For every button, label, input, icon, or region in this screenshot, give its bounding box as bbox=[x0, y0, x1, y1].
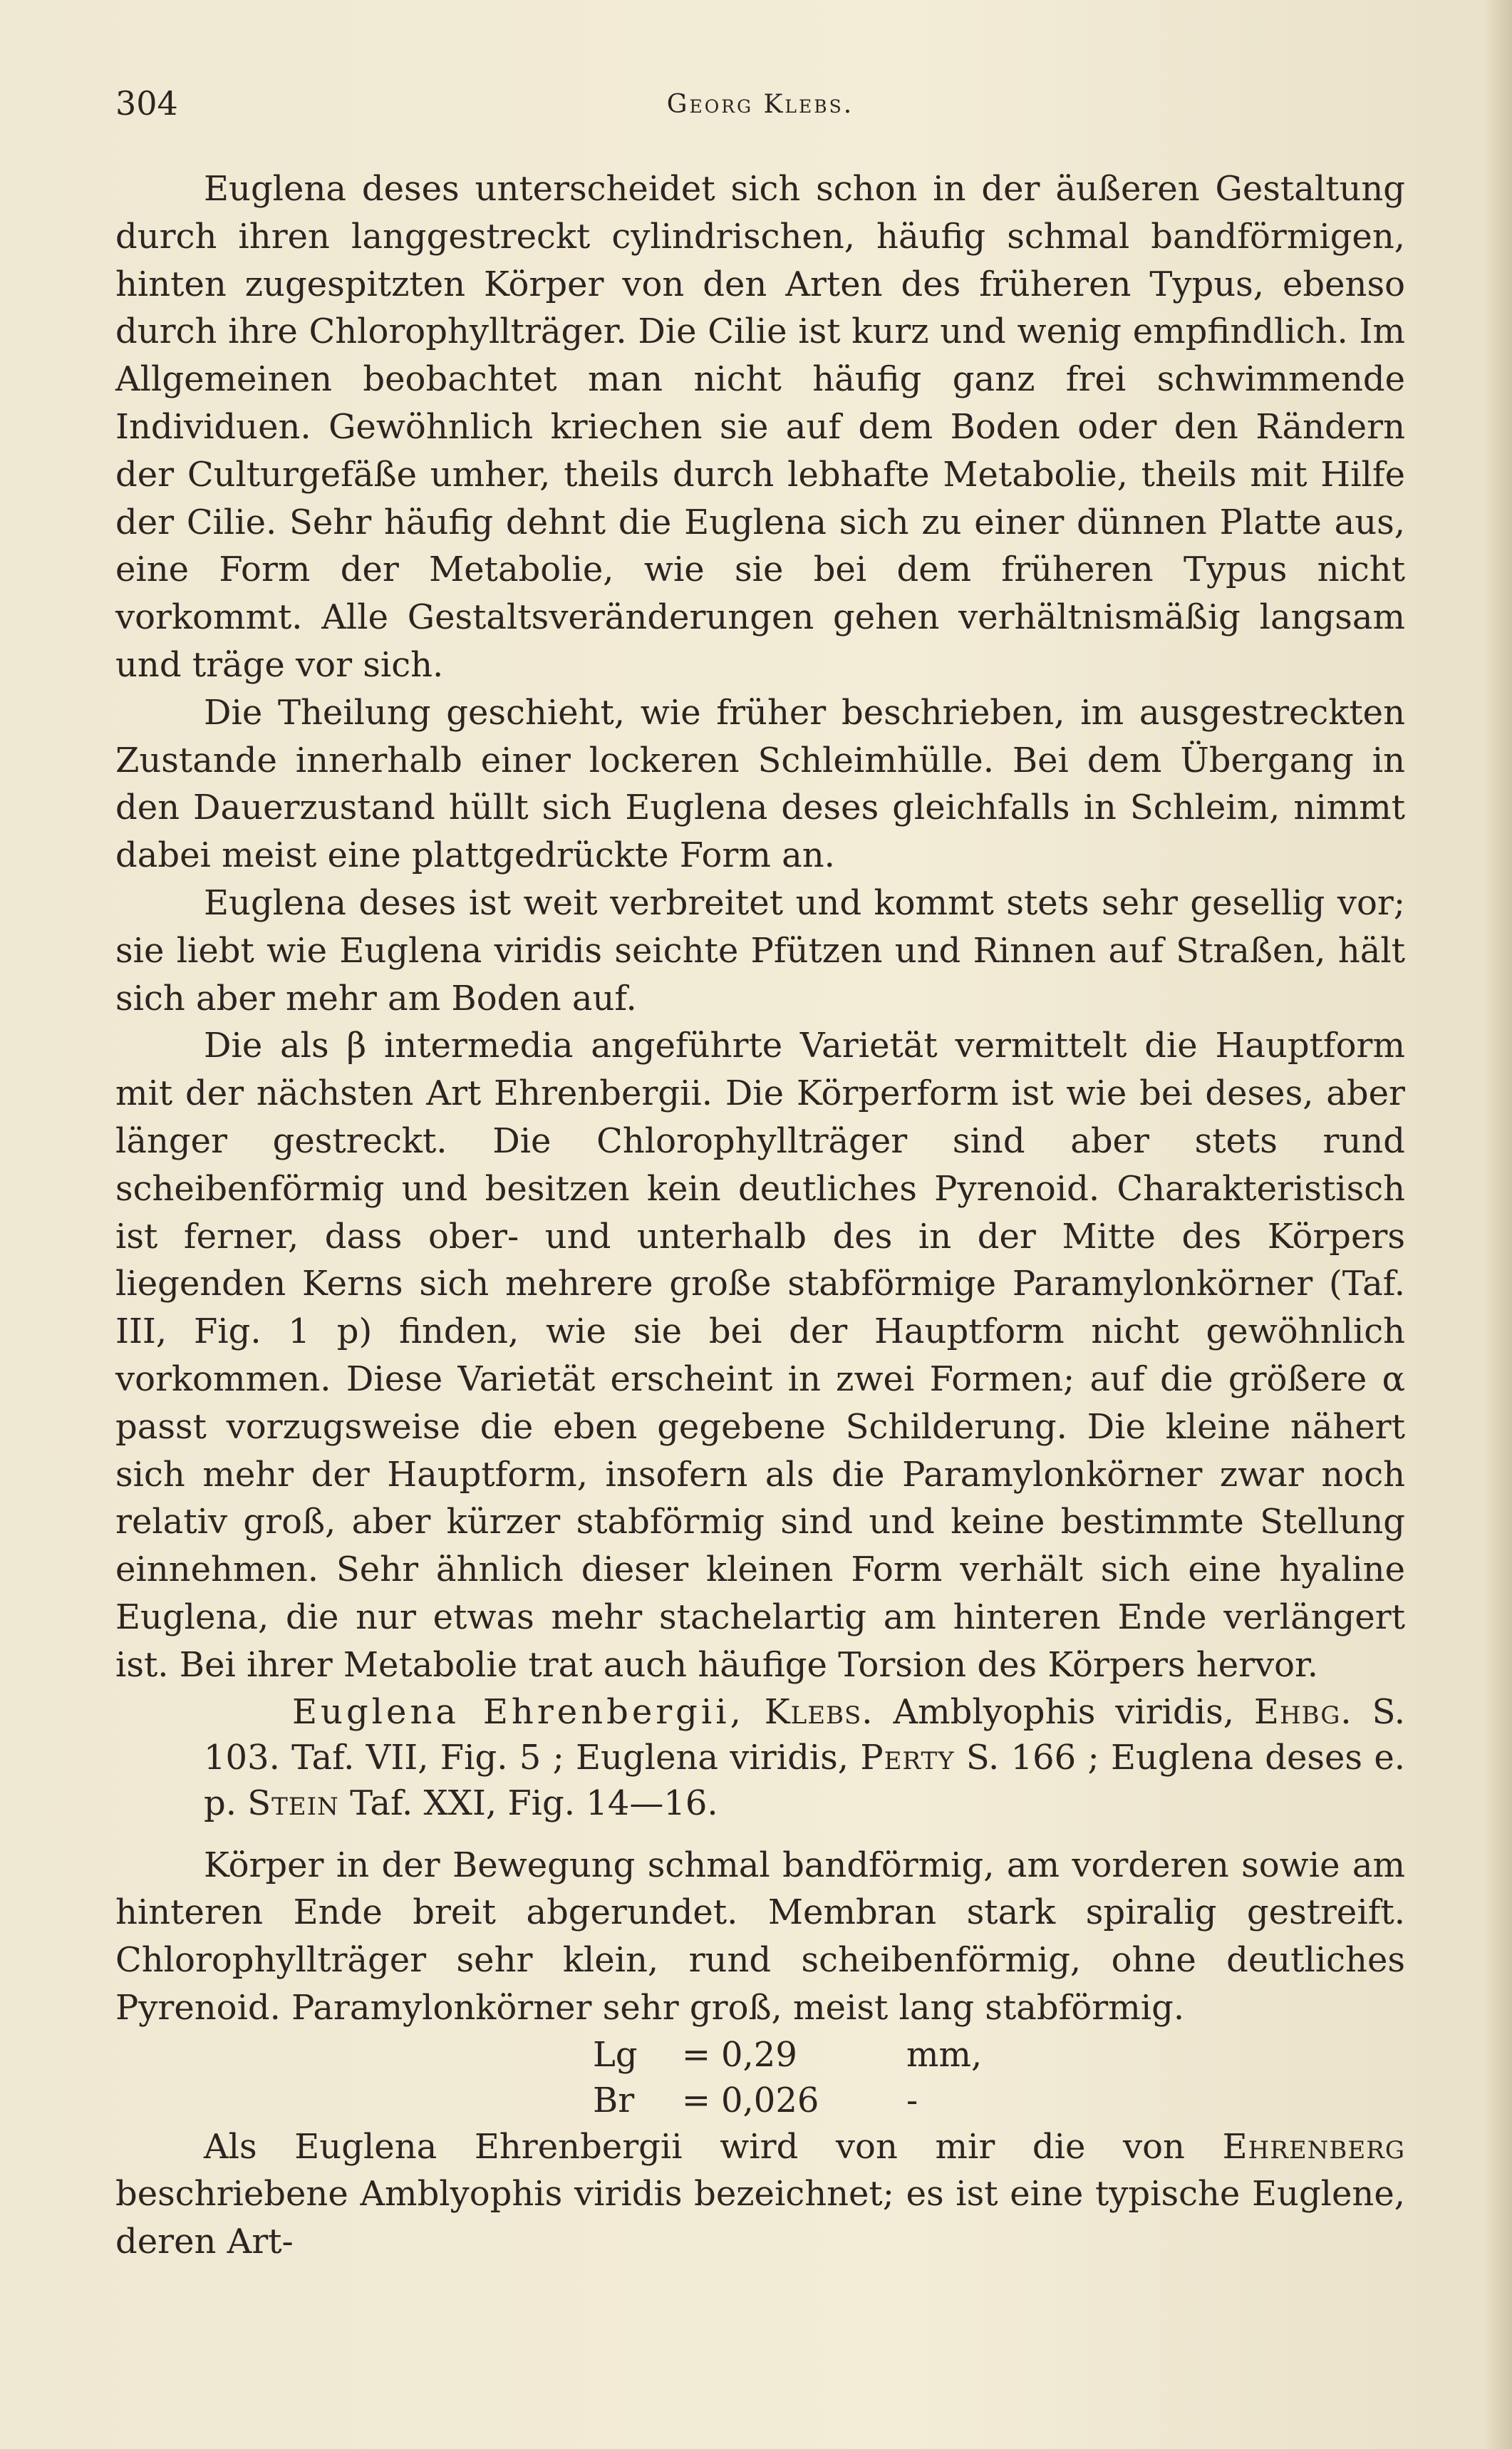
paragraph-text: beschriebene Amblyophis viridis bezeichnet; es ist eine typische Euglene, deren Art- bbox=[115, 2174, 1405, 2262]
reference-author: Perty bbox=[860, 1737, 955, 1778]
paragraph-deses-shape: Euglena deses unterscheidet sich schon in der äußeren Gestaltung durch ihren langgestreckt cylindrischen, häufig schmal bandförmigen, hinten zugespitzten Körper von den Arten des früheren Typus, ebenso durch ihre Chlorophyllträger. Die Cilie ist kurz und wenig empfindlich. Im Allgemeinen beobachtet man nicht häufig ganz frei schwimmende Individuen. Gewöhnlich kriechen sie auf dem Boden oder den Rändern der Culturgefäße umher, theils durch lebhafte Metabolie, theils mit Hilfe der Cilie. Sehr häufig dehnt die Euglena sich zu einer dünnen Platte aus, eine Form der Metabolie, wie sie bei dem früheren Typus nicht vorkommt. Alle Gestaltsveränderungen gehen verhältnismäßig langsam und träge vor sich. bbox=[115, 169, 1405, 685]
species-diagnosis: Körper in der Bewegung schmal bandförmig, am vorderen sowie am hinteren Ende breit abgerundet. Membran stark spiralig gestreift. Chlorophyllträger sehr klein, rund scheibenförmig, ohne deutliches Pyrenoid. Paramylonkörner sehr groß, meist lang stabförmig. bbox=[115, 1845, 1405, 2028]
measurement-label: Br bbox=[593, 2080, 635, 2120]
species-author: Klebs. bbox=[764, 1691, 874, 1732]
paragraph-text: Als Euglena Ehrenbergii wird von mir die von bbox=[204, 2126, 1185, 2167]
reference-text: Taf. XXI, Fig. 14—16. bbox=[350, 1783, 718, 1823]
measurement-label: Lg bbox=[593, 2034, 638, 2075]
running-head bbox=[115, 84, 1405, 134]
measurement-unit: - bbox=[906, 2080, 918, 2120]
reference-text: S. 166 ; Euglena deses e. p. bbox=[204, 1737, 1405, 1823]
running-title: Georg Klebs. bbox=[666, 90, 854, 119]
measurement-equals: = bbox=[681, 2080, 711, 2120]
paragraph-ehrenbergii bbox=[115, 2123, 1405, 2266]
measurement-unit: mm, bbox=[906, 2034, 983, 2075]
page-number: 304 bbox=[115, 84, 178, 123]
reference-author: Stein bbox=[247, 1783, 339, 1823]
species-heading bbox=[115, 1689, 1405, 1826]
measurement-equals: = bbox=[681, 2034, 711, 2075]
paragraph-division: Die Theilung geschieht, wie früher beschrieben, im ausgestreckten Zustande innerhalb einer lockeren Schleimhülle. Bei dem Übergang in den Dauerzustand hüllt sich Euglena deses gleichfalls in Schleim, nimmt dabei meist eine plattgedrückte Form an. bbox=[115, 692, 1405, 876]
reference-author: Ehrenberg bbox=[1222, 2126, 1405, 2167]
reference-text: S. 103. Taf. VII, Fig. 5 ; Euglena viridis, bbox=[204, 1691, 1405, 1778]
measurement-length bbox=[115, 2032, 1405, 2078]
paragraph-distribution: Euglena deses ist weit verbreitet und kommt stets sehr gesellig vor; sie liebt wie Euglena viridis seichte Pfützen und Rinnen auf Straßen, hält sich aber mehr am Boden auf. bbox=[115, 882, 1405, 1019]
body-text bbox=[115, 165, 1405, 2266]
measurement-value: 0,026 bbox=[721, 2080, 819, 2120]
paragraph-intermedia: Die als β intermedia angeführte Varietät vermittelt die Hauptform mit der nächsten Art Ehrenbergii. Die Körperform ist wie bei deses, aber länger gestreckt. Die Chlorophyllträger sind aber stets rund scheibenförmig und besitzen kein deutliches Pyrenoid. Charakteristisch ist ferner, dass ober- und unterhalb des in der Mitte des Körpers liegenden Kerns sich mehrere große stabförmige Paramylonkörner (Taf. III, Fig. 1 p) finden, wie sie bei der Hauptform nicht gewöhnlich vorkommen. Diese Varietät erscheint in zwei Formen; auf die größere α passt vorzugsweise die eben gegebene Schilderung. Die kleine nähert sich mehr der Hauptform, insofern als die Paramylonkörner zwar noch relativ groß, aber kürzer stabförmig sind und keine bestimmte Stellung einnehmen. Sehr ähnlich dieser kleinen Form verhält sich eine hyaline Euglena, die nur etwas mehr stachelartig am hinteren Ende verlängert ist. Bei ihrer Metabolie trat auch häufige Torsion des Körpers hervor. bbox=[115, 1026, 1405, 1685]
reference-author: Ehbg. bbox=[1253, 1691, 1352, 1732]
species-name: Euglena Ehrenbergii, bbox=[292, 1691, 745, 1732]
species-synonym: Amblyophis viridis, bbox=[893, 1691, 1235, 1732]
measurement-width bbox=[115, 2078, 1405, 2123]
measurement-value: 0,29 bbox=[721, 2034, 797, 2075]
page-gutter-shadow bbox=[1483, 0, 1512, 2449]
